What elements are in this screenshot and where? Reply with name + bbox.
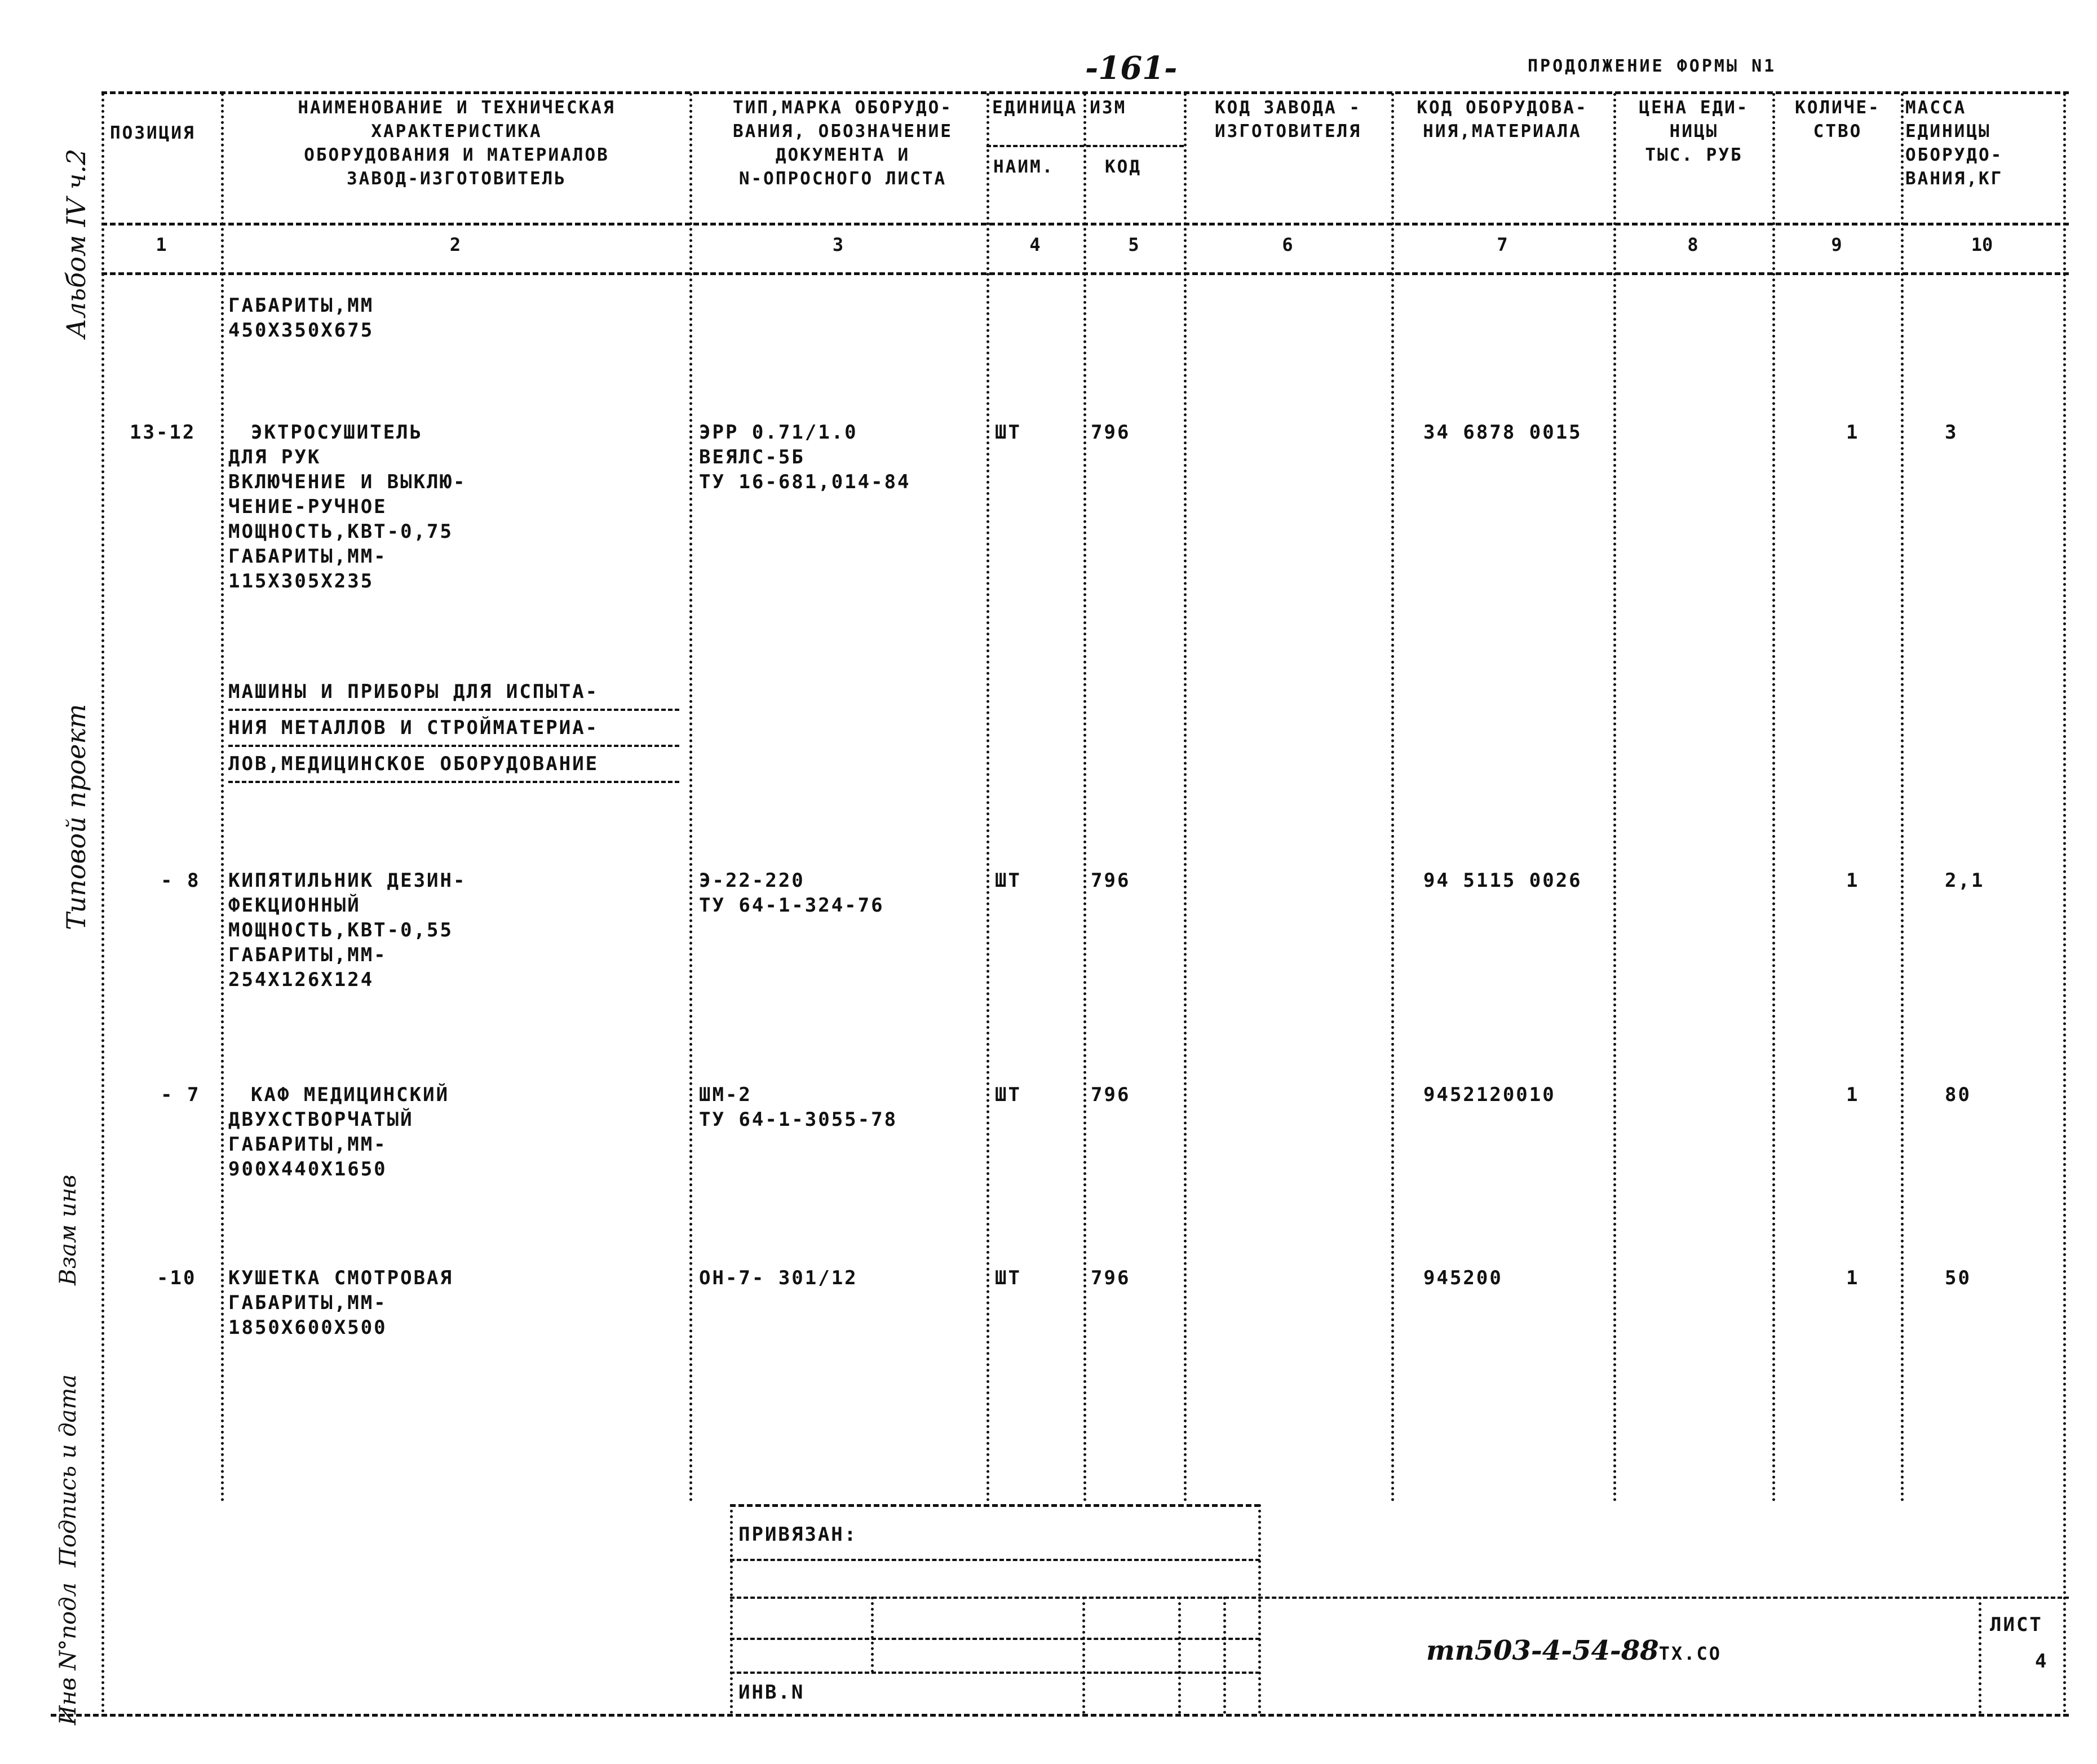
header-qty: КОЛИЧЕ- СТВО — [1795, 98, 1881, 142]
table-row-unit: ШТ — [995, 1267, 1021, 1289]
table-row-unit: ШТ — [995, 421, 1021, 444]
col-sep-3 — [986, 93, 989, 1502]
colnum-8: 8 — [1687, 234, 1698, 255]
header-position: ПОЗИЦИЯ — [110, 123, 196, 143]
table-row-name: КИПЯТИЛЬНИК ДЕЗИН- ФЕКЦИОННЫЙ МОЩНОСТЬ,КВТ-0,55 ГАБАРИТЫ,ММ- 254Х126Х124 — [228, 869, 467, 991]
stamp-col-c — [1178, 1597, 1181, 1714]
header-mass: МАССА ЕДИНИЦЫ ОБОРУДО- ВАНИЯ,КГ — [1905, 98, 2003, 189]
col-sep-2 — [689, 93, 692, 1502]
table-row-unit: ШТ — [995, 1084, 1021, 1106]
table-row-code: 796 — [1091, 1267, 1131, 1289]
stamp-col-d — [1223, 1597, 1226, 1714]
col-sep-7 — [1613, 93, 1616, 1502]
table-row-qty: 1 — [1846, 1267, 1860, 1289]
col-sep-9 — [1901, 93, 1904, 1502]
col-sep-8 — [1772, 93, 1775, 1502]
table-row-type: ЭРР 0.71/1.0 ВЕЯЛС-5Б ТУ 16-681,014-84 — [699, 421, 911, 493]
frame-left-line — [101, 93, 104, 1714]
table-row-equip-code: 34 6878 0015 — [1423, 421, 1582, 444]
sheet-box-left — [1979, 1597, 1981, 1714]
stamp-right-line — [1258, 1504, 1261, 1714]
sheet-number: 4 — [2035, 1650, 2049, 1673]
header-name: НАИМЕНОВАНИЕ И ТЕХНИЧЕСКАЯ ХАРАКТЕРИСТИКА ОБОРУДОВАНИЯ И МАТЕРИАЛОВ ЗАВОД-ИЗГОТОВИТЕЛЬ — [298, 98, 616, 189]
colnum-6: 6 — [1282, 234, 1293, 255]
table-row-mass: 3 — [1945, 421, 1958, 444]
table-row-code: 796 — [1091, 869, 1131, 892]
colnum-5: 5 — [1128, 234, 1139, 255]
section-title: МАШИНЫ И ПРИБОРЫ ДЛЯ ИСПЫТА- НИЯ МЕТАЛЛОВ И СТРОЙМАТЕРИА- ЛОВ,МЕДИЦИНСКОЕ ОБОРУДОВАНИЕ — [228, 679, 679, 783]
frame-right-line — [2063, 93, 2066, 1714]
continuation-label: ПРОДОЛЖЕНИЕ ФОРМЫ N1 — [1528, 56, 1777, 76]
table-row-name: КУШЕТКА СМОТРОВАЯ ГАБАРИТЫ,ММ- 1850Х600Х500 — [228, 1267, 453, 1339]
table-row-code: 796 — [1091, 421, 1131, 444]
col-sep-6 — [1391, 93, 1394, 1502]
colnum-7: 7 — [1497, 234, 1508, 255]
table-row-type: ШМ-2 ТУ 64-1-3055-78 — [699, 1084, 898, 1131]
side-label-stamp-inv: Инв N°подл — [55, 1582, 81, 1725]
colnum-10: 10 — [1971, 234, 1993, 255]
stamp-left-line — [730, 1504, 733, 1714]
table-row-qty: 1 — [1846, 421, 1860, 444]
table-row-unit: ШТ — [995, 869, 1021, 892]
side-label-album: Альбом IV ч.2 — [61, 148, 91, 338]
stamp-col-a — [871, 1597, 874, 1673]
colnum-3: 3 — [832, 234, 844, 255]
table-row-equip-code: 9452120010 — [1423, 1084, 1556, 1106]
stamp-inv-no: ИНВ.N — [738, 1681, 805, 1704]
colnum-9: 9 — [1831, 234, 1842, 255]
table-row-equip-code: 945200 — [1423, 1267, 1503, 1289]
table-row-mass: 80 — [1945, 1084, 1971, 1106]
header-price: ЦЕНА ЕДИ- НИЦЫ ТЫС. РУБ — [1639, 98, 1749, 165]
header-equip-code: КОД ОБОРУДОВА- НИЯ,МАТЕРИАЛА — [1417, 98, 1588, 142]
col-sep-1 — [221, 93, 224, 1502]
header-factory-code: КОД ЗАВОДА - ИЗГОТОВИТЕЛЯ — [1215, 98, 1361, 142]
side-label-stamp-sign: Подпись и дата — [55, 1374, 81, 1567]
table-row-qty: 1 — [1846, 869, 1860, 892]
table-row-type: ОН-7- 301/12 — [699, 1267, 858, 1289]
sheet-label: ЛИСТ — [1990, 1613, 2043, 1636]
page-number: -161- — [1085, 50, 1178, 87]
side-label-project: Типовой проект — [61, 704, 91, 930]
frame-bottom-line — [51, 1714, 2069, 1717]
table-row-mass: 50 — [1945, 1267, 1971, 1289]
table-row-pos: - 7 — [161, 1084, 201, 1106]
colnum-4: 4 — [1029, 234, 1041, 255]
stamp-line-3 — [730, 1597, 2069, 1599]
header-unit: ЕДИНИЦА ИЗМ — [992, 98, 1127, 118]
col-sep-4 — [1083, 93, 1086, 1502]
table-row-name: КАФ МЕДИЦИНСКИЙ ДВУХСТВОРЧАТЫЙ ГАБАРИТЫ,ММ- 900Х440Х1650 — [228, 1084, 450, 1181]
stamp-col-b — [1082, 1597, 1085, 1714]
table-row-pos: - 8 — [161, 869, 201, 892]
table-row-equip-code: 94 5115 0026 — [1423, 869, 1582, 892]
document-id: тп503-4-54-88ТХ.СО — [1426, 1635, 1722, 1666]
side-label-stamp-replace: Взам инв — [55, 1174, 81, 1285]
header-unit-code: КОД — [1105, 157, 1142, 177]
table-row-mass: 2,1 — [1945, 869, 1985, 892]
table-row-name: ЭКТРОСУШИТЕЛЬ ДЛЯ РУК ВКЛЮЧЕНИЕ И ВЫКЛЮ- ЧЕНИЕ-РУЧНОЕ МОЩНОСТЬ,КВТ-0,75 ГАБАРИТЫ,ММ- 115Х305Х235 — [228, 421, 467, 593]
col-sep-5 — [1184, 93, 1187, 1502]
stamp-top-line — [730, 1504, 1260, 1507]
table-row-type: Э-22-220 ТУ 64-1-324-76 — [699, 869, 884, 917]
table-row-qty: 1 — [1846, 1084, 1860, 1106]
stamp-attached: ПРИВЯЗАН: — [738, 1523, 858, 1546]
table-row-pos: -10 — [157, 1267, 197, 1289]
stamp-line-2 — [730, 1559, 1260, 1561]
header-type: ТИП,МАРКА ОБОРУДО- ВАНИЯ, ОБОЗНАЧЕНИЕ ДОКУМЕНТА И N-ОПРОСНОГО ЛИСТА — [733, 98, 953, 189]
table-row-pos: 13-12 — [130, 421, 196, 444]
table-row-code: 796 — [1091, 1084, 1131, 1106]
colnum-2: 2 — [449, 234, 461, 255]
colnum-1: 1 — [156, 234, 167, 255]
header-unit-name: НАИМ. — [993, 157, 1055, 177]
intro-dimensions: ГАБАРИТЫ,ММ 450Х350Х675 — [228, 294, 374, 342]
